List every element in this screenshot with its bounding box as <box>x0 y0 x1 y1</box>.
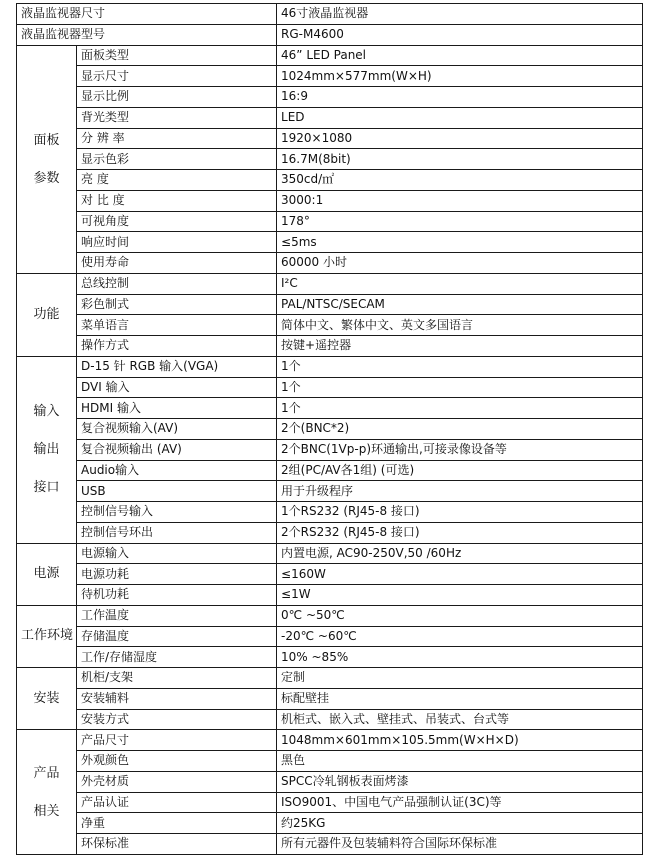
table-row <box>17 315 643 336</box>
spec-item-value: 2个BNC(1Vp-p)环通输出,可接录像设备等 <box>277 439 643 460</box>
spec-item-value: 16.7M(8bit) <box>277 149 643 170</box>
table-row <box>17 273 643 294</box>
spec-item-value: 黑色 <box>277 751 643 772</box>
spec-item-value: PAL/NTSC/SECAM <box>277 294 643 315</box>
spec-item-label: 可视角度 <box>77 211 277 232</box>
table-row <box>17 377 643 398</box>
table-row <box>17 24 643 45</box>
spec-item-value: ≤160W <box>277 564 643 585</box>
spec-item-value: I²C <box>277 273 643 294</box>
spec-item-label: 控制信号环出 <box>77 522 277 543</box>
table-row <box>17 4 643 25</box>
spec-item-value: ≤5ms <box>277 232 643 253</box>
table-row <box>17 813 643 834</box>
spec-item-value: 约25KG <box>277 813 643 834</box>
spec-item-value: 178° <box>277 211 643 232</box>
table-row <box>17 771 643 792</box>
monitor-size-value: 46寸液晶监视器 <box>277 4 643 25</box>
spec-item-value: 按键+遥控器 <box>277 336 643 357</box>
table-row <box>17 647 643 668</box>
spec-item-label: 使用寿命 <box>77 253 277 274</box>
table-row <box>17 564 643 585</box>
spec-item-label: 外观颜色 <box>77 751 277 772</box>
spec-item-label: 电源功耗 <box>77 564 277 585</box>
spec-item-label: HDMI 输入 <box>77 398 277 419</box>
spec-item-label: 背光类型 <box>77 107 277 128</box>
category-functions: 功能 <box>17 273 77 356</box>
table-row <box>17 709 643 730</box>
spec-item-label: 控制信号输入 <box>77 502 277 523</box>
spec-item-value: 350cd/㎡ <box>277 170 643 191</box>
spec-item-label: 环保标准 <box>77 834 277 855</box>
spec-item-label: 产品认证 <box>77 792 277 813</box>
spec-item-label: 复合视频输出 (AV) <box>77 439 277 460</box>
spec-item-value: 1048mm×601mm×105.5mm(W×H×D) <box>277 730 643 751</box>
spec-item-value: 1920×1080 <box>277 128 643 149</box>
spec-item-label: 总线控制 <box>77 273 277 294</box>
spec-item-label: 安装辅料 <box>77 688 277 709</box>
spec-item-value: 简体中文、繁体中文、英文多国语言 <box>277 315 643 336</box>
spec-item-value: -20℃ ~60℃ <box>277 626 643 647</box>
spec-item-value: 10% ~85% <box>277 647 643 668</box>
spec-item-label: 电源输入 <box>77 543 277 564</box>
spec-item-label: 机柜/支架 <box>77 668 277 689</box>
spec-item-label: 操作方式 <box>77 336 277 357</box>
spec-item-value: 1个 <box>277 377 643 398</box>
table-row <box>17 439 643 460</box>
table-row <box>17 460 643 481</box>
table-row <box>17 626 643 647</box>
table-row <box>17 356 643 377</box>
table-row <box>17 149 643 170</box>
spec-item-label: 彩色制式 <box>77 294 277 315</box>
spec-item-value: 1个 <box>277 398 643 419</box>
spec-item-value: 60000 小时 <box>277 253 643 274</box>
spec-item-value: LED <box>277 107 643 128</box>
table-row <box>17 336 643 357</box>
table-row <box>17 66 643 87</box>
spec-item-label: 亮 度 <box>77 170 277 191</box>
monitor-size-label: 液晶监视器尺寸 <box>17 4 277 25</box>
table-row <box>17 585 643 606</box>
table-row <box>17 128 643 149</box>
monitor-model-label: 液晶监视器型号 <box>17 24 277 45</box>
spec-item-label: 响应时间 <box>77 232 277 253</box>
spec-item-value: 1个 <box>277 356 643 377</box>
table-row <box>17 45 643 66</box>
spec-item-label: 工作/存储湿度 <box>77 647 277 668</box>
spec-item-value: SPCC冷轧钢板表面烤漆 <box>277 771 643 792</box>
spec-item-value: 1个RS232 (RJ45-8 接口) <box>277 502 643 523</box>
spec-item-label: 外壳材质 <box>77 771 277 792</box>
table-row <box>17 190 643 211</box>
table-row <box>17 211 643 232</box>
spec-item-label: USB <box>77 481 277 502</box>
table-row <box>17 107 643 128</box>
monitor-model-value: RG-M4600 <box>277 24 643 45</box>
spec-item-label: 安装方式 <box>77 709 277 730</box>
spec-item-value: 16:9 <box>277 87 643 108</box>
spec-item-value: 2组(PC/AV各1组) (可选) <box>277 460 643 481</box>
spec-item-value: ≤1W <box>277 585 643 606</box>
category-panel-params: 面板 参数 <box>17 45 77 273</box>
spec-item-label: 净重 <box>77 813 277 834</box>
table-row <box>17 751 643 772</box>
spec-item-label: 待机功耗 <box>77 585 277 606</box>
spec-item-label: Audio输入 <box>77 460 277 481</box>
spec-item-value: ISO9001、中国电气产品强制认证(3C)等 <box>277 792 643 813</box>
spec-item-label: 存储温度 <box>77 626 277 647</box>
table-row <box>17 522 643 543</box>
spec-item-value: 内置电源, AC90-250V,50 /60Hz <box>277 543 643 564</box>
spec-item-label: 对 比 度 <box>77 190 277 211</box>
spec-item-value: 3000:1 <box>277 190 643 211</box>
spec-item-label: 显示尺寸 <box>77 66 277 87</box>
table-row <box>17 792 643 813</box>
spec-table <box>16 3 643 855</box>
spec-item-value: 用于升级程序 <box>277 481 643 502</box>
table-row <box>17 419 643 440</box>
table-row <box>17 688 643 709</box>
table-row <box>17 730 643 751</box>
category-io-interfaces: 输入 输出 接口 <box>17 356 77 543</box>
table-row <box>17 502 643 523</box>
table-row <box>17 87 643 108</box>
table-row <box>17 232 643 253</box>
spec-item-value: 46” LED Panel <box>277 45 643 66</box>
spec-item-label: 显示比例 <box>77 87 277 108</box>
table-row <box>17 294 643 315</box>
spec-item-label: D-15 针 RGB 输入(VGA) <box>77 356 277 377</box>
table-row <box>17 481 643 502</box>
spec-item-label: 显示色彩 <box>77 149 277 170</box>
spec-item-value: 1024mm×577mm(W×H) <box>277 66 643 87</box>
table-row <box>17 605 643 626</box>
spec-item-label: 菜单语言 <box>77 315 277 336</box>
category-power: 电源 <box>17 543 77 605</box>
spec-item-value: 2个(BNC*2) <box>277 419 643 440</box>
spec-item-value: 机柜式、嵌入式、壁挂式、吊装式、台式等 <box>277 709 643 730</box>
spec-item-label: 工作温度 <box>77 605 277 626</box>
spec-sheet <box>16 3 642 855</box>
table-row <box>17 253 643 274</box>
table-row <box>17 668 643 689</box>
spec-item-value: 标配壁挂 <box>277 688 643 709</box>
spec-item-label: 面板类型 <box>77 45 277 66</box>
spec-item-label: 复合视频输入(AV) <box>77 419 277 440</box>
category-environment: 工作环境 <box>17 605 77 667</box>
table-row <box>17 543 643 564</box>
spec-item-label: 产品尺寸 <box>77 730 277 751</box>
spec-item-value: 所有元器件及包装辅料符合国际环保标准 <box>277 834 643 855</box>
spec-item-label: 分 辨 率 <box>77 128 277 149</box>
spec-item-value: 0℃ ~50℃ <box>277 605 643 626</box>
spec-item-value: 定制 <box>277 668 643 689</box>
category-installation: 安装 <box>17 668 77 730</box>
table-row <box>17 834 643 855</box>
category-product-info: 产品 相关 <box>17 730 77 855</box>
spec-item-label: DVI 输入 <box>77 377 277 398</box>
table-row <box>17 398 643 419</box>
spec-item-value: 2个RS232 (RJ45-8 接口) <box>277 522 643 543</box>
table-row <box>17 170 643 191</box>
spec-table-body <box>17 4 643 855</box>
